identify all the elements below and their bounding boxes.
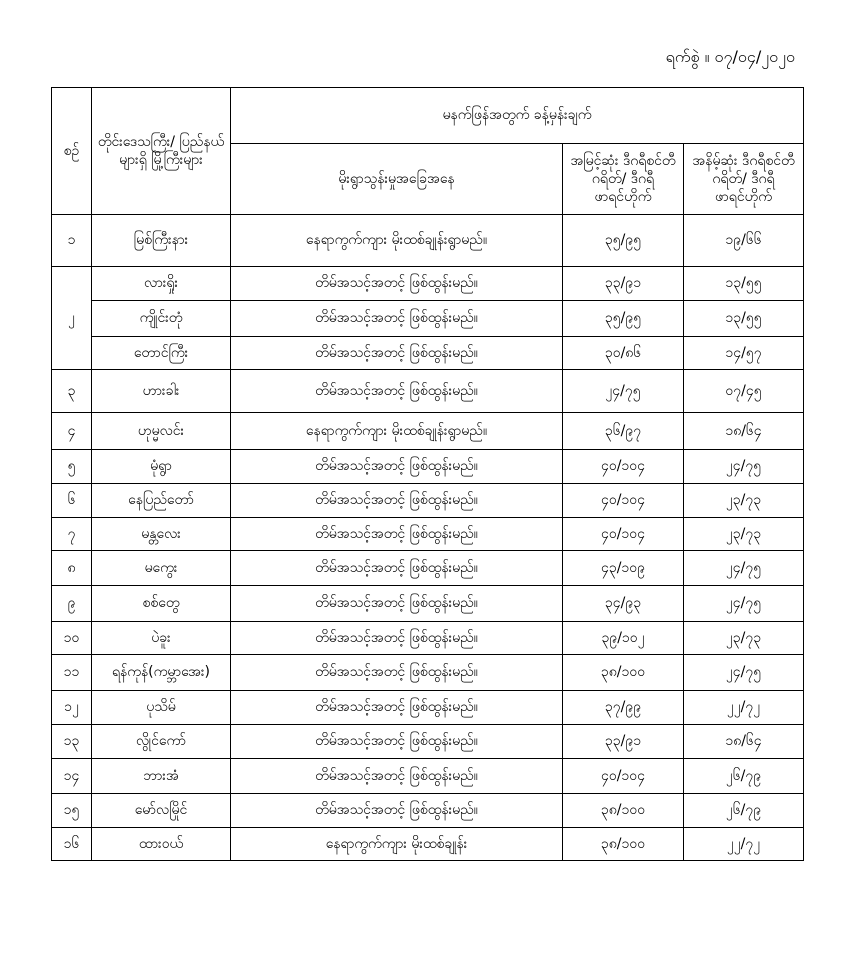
cell-min-temp: ၂၃/၇၃: [684, 518, 804, 551]
table-row: [52, 413, 804, 450]
table-row: [52, 828, 804, 861]
table-row: [52, 691, 804, 725]
cell-weather: တိမ်အသင့်အတင့် ဖြစ်ထွန်းမည်။: [231, 301, 563, 337]
cell-min-temp: ၂၂/၇၂: [684, 691, 804, 725]
cell-city: ဟားခါး: [92, 370, 231, 413]
cell-city: ဘားအံ: [92, 759, 231, 794]
forecast-table: [51, 87, 804, 861]
table-row: [52, 370, 804, 413]
cell-weather: တိမ်အသင့်အတင့် ဖြစ်ထွန်းမည်။: [231, 551, 563, 586]
cell-weather: နေရာကွက်ကျား မိုးထစ်ချုန်း: [231, 828, 563, 861]
cell-max-temp: ၃၄/၉၃: [563, 586, 684, 622]
table-row: [52, 484, 804, 518]
cell-min-temp: ၂၆/၇၉: [684, 759, 804, 794]
cell-min-temp: ၁၈/၆၄: [684, 413, 804, 450]
cell-no: ၁၀: [52, 622, 92, 655]
cell-city: စစ်တွေ: [92, 586, 231, 622]
cell-weather: နေရာကွက်ကျား မိုးထစ်ချုန်းရွာမည်။: [231, 413, 563, 450]
cell-no: ၁၄: [52, 759, 92, 794]
table-row: [52, 301, 804, 337]
cell-min-temp: ၂၄/၇၅: [684, 551, 804, 586]
table-row: [52, 725, 804, 759]
cell-city: ကျိုင်းတုံ: [92, 301, 231, 337]
cell-no: ၁၃: [52, 725, 92, 759]
cell-no: ၁၅: [52, 794, 92, 828]
cell-max-temp: ၃၇/၉၉: [563, 691, 684, 725]
cell-max-temp: ၃၉/၁၀၂: [563, 622, 684, 655]
cell-min-temp: ၁၈/၆၄: [684, 725, 804, 759]
cell-max-temp: ၃၃/၉၁: [563, 725, 684, 759]
header-min-temp: အနိမ့်ဆုံး ဒီဂရီစင်တီဂရိတ်/ ဒီဂရီဖာရင်ဟိုက်: [684, 144, 804, 215]
cell-weather: တိမ်အသင့်အတင့် ဖြစ်ထွန်းမည်။: [231, 484, 563, 518]
cell-weather: တိမ်အသင့်အတင့် ဖြစ်ထွန်းမည်။: [231, 370, 563, 413]
cell-weather: နေရာကွက်ကျား မိုးထစ်ချုန်းရွာမည်။: [231, 215, 563, 267]
cell-city: မြစ်ကြီးနား: [92, 215, 231, 267]
cell-max-temp: ၃၆/၉၇: [563, 413, 684, 450]
cell-max-temp: ၄၀/၁၀၄: [563, 484, 684, 518]
cell-weather: တိမ်အသင့်အတင့် ဖြစ်ထွန်းမည်။: [231, 691, 563, 725]
cell-min-temp: ၂၄/၇၅: [684, 586, 804, 622]
cell-weather: တိမ်အသင့်အတင့် ဖြစ်ထွန်းမည်။: [231, 759, 563, 794]
cell-weather: တိမ်အသင့်အတင့် ဖြစ်ထွန်းမည်။: [231, 450, 563, 484]
cell-no: ၁: [52, 215, 92, 267]
table-row: [52, 267, 804, 301]
cell-min-temp: ၂၄/၇၅: [684, 450, 804, 484]
cell-min-temp: ၂၃/၇၃: [684, 484, 804, 518]
cell-max-temp: ၄၀/၁၀၄: [563, 450, 684, 484]
cell-max-temp: ၃၅/၉၅: [563, 301, 684, 337]
cell-no: ၁၂: [52, 691, 92, 725]
cell-no: ၂: [52, 267, 92, 370]
cell-min-temp: ၀၇/၄၅: [684, 370, 804, 413]
cell-weather: တိမ်အသင့်အတင့် ဖြစ်ထွန်းမည်။: [231, 518, 563, 551]
header-region: တိုင်းဒေသကြီး/ ပြည်နယ်များရှိ မြို့ကြီးများ: [92, 88, 231, 215]
cell-min-temp: ၂၃/၇၃: [684, 622, 804, 655]
cell-city: မကွေး: [92, 551, 231, 586]
cell-min-temp: ၂၄/၇၅: [684, 655, 804, 691]
cell-min-temp: ၁၄/၅၇: [684, 337, 804, 370]
cell-city: ပုသိမ်: [92, 691, 231, 725]
cell-max-temp: ၂၄/၇၅: [563, 370, 684, 413]
table-row: [52, 586, 804, 622]
cell-city: မုံရွာ: [92, 450, 231, 484]
forecast-table-body: [52, 215, 804, 861]
date-line: ရက်စွဲ ။ ၀၇/၀၄/၂၀၂၀: [665, 47, 795, 66]
cell-city: ထားဝယ်: [92, 828, 231, 861]
cell-city: ပဲခူး: [92, 622, 231, 655]
cell-max-temp: ၃၅/၉၅: [563, 215, 684, 267]
cell-no: ၃: [52, 370, 92, 413]
table-row: [52, 215, 804, 267]
cell-city: နေပြည်တော်: [92, 484, 231, 518]
cell-max-temp: ၃၈/၁၀၀: [563, 655, 684, 691]
cell-no: ၁၆: [52, 828, 92, 861]
cell-max-temp: ၃၃/၉၁: [563, 267, 684, 301]
cell-no: ၉: [52, 586, 92, 622]
cell-min-temp: ၂၆/၇၉: [684, 794, 804, 828]
cell-city: လွိုင်ကော်: [92, 725, 231, 759]
cell-min-temp: ၁၃/၅၅: [684, 301, 804, 337]
header-max-temp: အမြင့်ဆုံး ဒီဂရီစင်တီဂရိတ်/ ဒီဂရီဖာရင်ဟိုက်: [563, 144, 684, 215]
table-row: [52, 759, 804, 794]
cell-city: မော်လမြိုင်: [92, 794, 231, 828]
cell-no: ၄: [52, 413, 92, 450]
cell-city: တောင်ကြီး: [92, 337, 231, 370]
cell-weather: တိမ်အသင့်အတင့် ဖြစ်ထွန်းမည်။: [231, 655, 563, 691]
table-row: [52, 551, 804, 586]
header-forecast-group: မနက်ဖြန်အတွက် ခန့်မှန်းချက်: [231, 88, 804, 144]
cell-max-temp: ၃၈/၁၀၀: [563, 794, 684, 828]
cell-weather: တိမ်အသင့်အတင့် ဖြစ်ထွန်းမည်။: [231, 725, 563, 759]
cell-no: ၆: [52, 484, 92, 518]
cell-weather: တိမ်အသင့်အတင့် ဖြစ်ထွန်းမည်။: [231, 794, 563, 828]
cell-city: ရန်ကုန်(ကမ္ဘာအေး): [92, 655, 231, 691]
cell-min-temp: ၂၂/၇၂: [684, 828, 804, 861]
cell-max-temp: ၃၀/၈၆: [563, 337, 684, 370]
cell-weather: တိမ်အသင့်အတင့် ဖြစ်ထွန်းမည်။: [231, 267, 563, 301]
cell-no: ၇: [52, 518, 92, 551]
table-row: [52, 450, 804, 484]
cell-max-temp: ၄၃/၁၀၉: [563, 551, 684, 586]
header-weather: မိုးရွာသွန်းမှုအခြေအနေ: [231, 144, 563, 215]
cell-max-temp: ၄၀/၁၀၄: [563, 759, 684, 794]
cell-max-temp: ၃၈/၁၀၀: [563, 828, 684, 861]
cell-no: ၁၁: [52, 655, 92, 691]
table-row: [52, 622, 804, 655]
cell-weather: တိမ်အသင့်အတင့် ဖြစ်ထွန်းမည်။: [231, 586, 563, 622]
header-no: စဉ်: [52, 88, 92, 215]
cell-no: ၈: [52, 551, 92, 586]
cell-min-temp: ၁၃/၅၅: [684, 267, 804, 301]
cell-no: ၅: [52, 450, 92, 484]
cell-city: ဟုမ္မလင်း: [92, 413, 231, 450]
cell-min-temp: ၁၉/၆၆: [684, 215, 804, 267]
table-row: [52, 794, 804, 828]
table-row: [52, 518, 804, 551]
cell-city: မန္တလေး: [92, 518, 231, 551]
cell-weather: တိမ်အသင့်အတင့် ဖြစ်ထွန်းမည်။: [231, 622, 563, 655]
cell-city: လားရှိုး: [92, 267, 231, 301]
table-row: [52, 337, 804, 370]
cell-max-temp: ၄၀/၁၀၄: [563, 518, 684, 551]
table-row: [52, 655, 804, 691]
cell-weather: တိမ်အသင့်အတင့် ဖြစ်ထွန်းမည်။: [231, 337, 563, 370]
